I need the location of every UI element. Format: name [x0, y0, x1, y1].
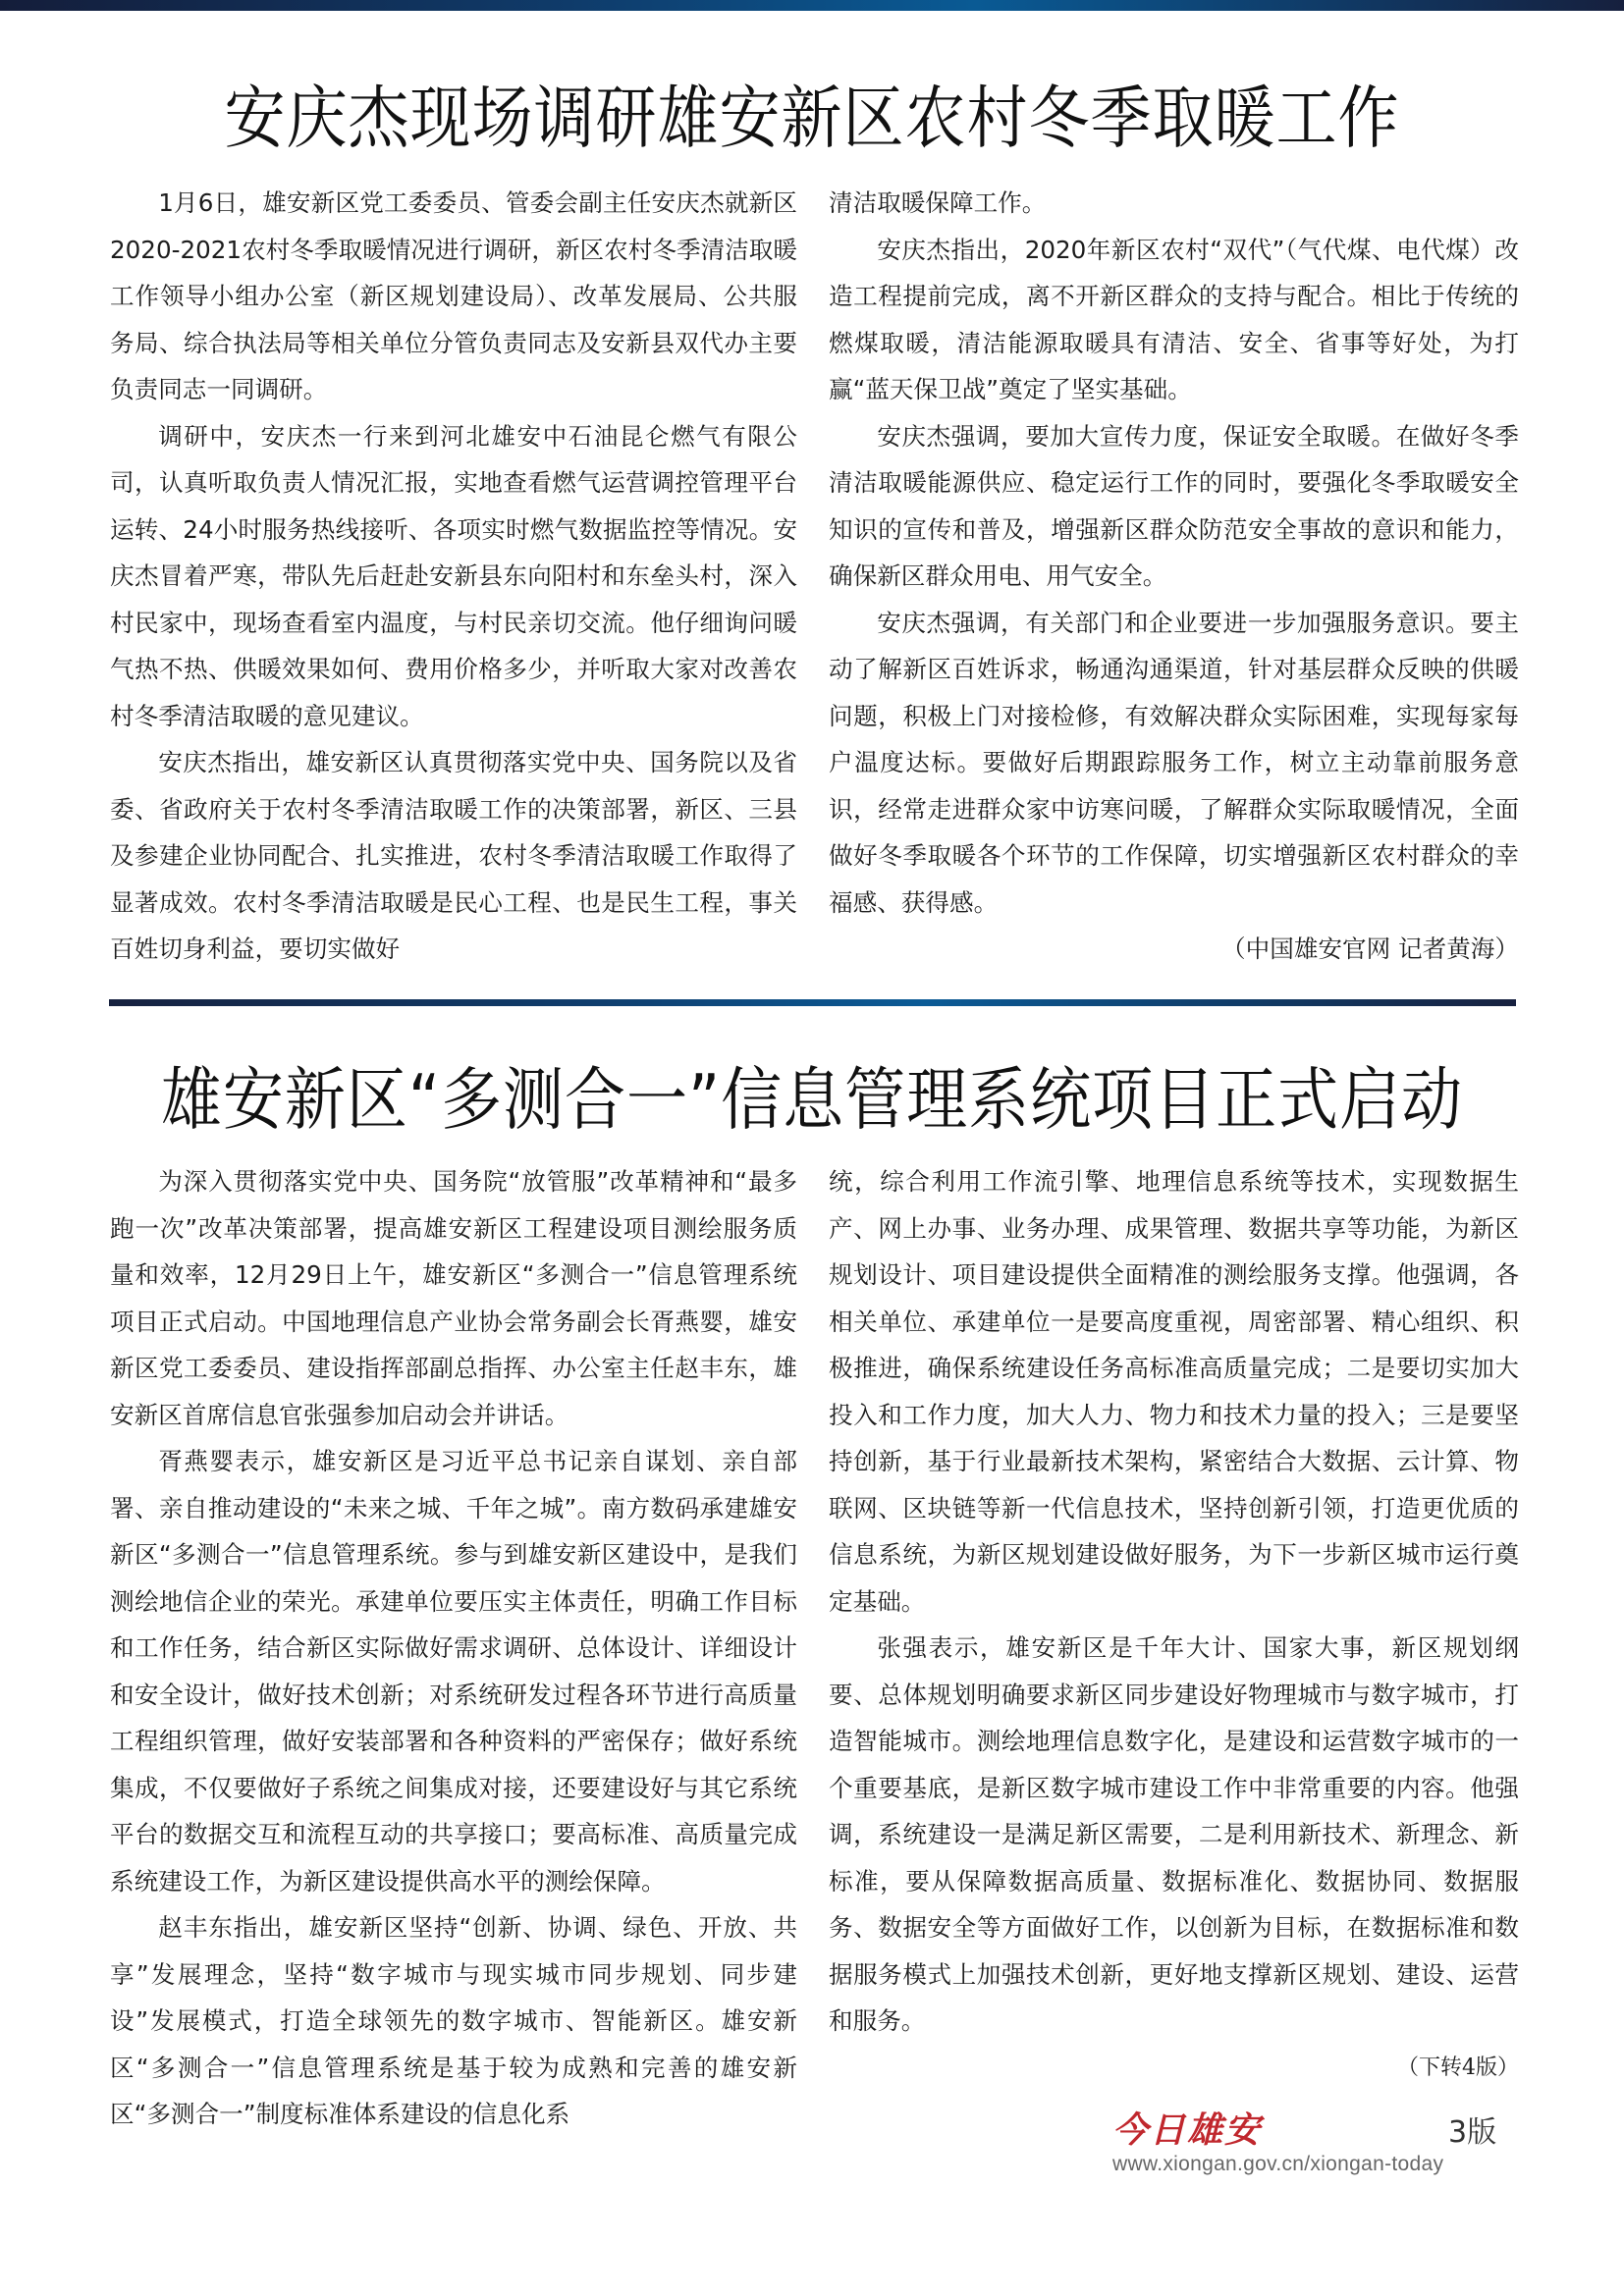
article-1-paragraph: 安庆杰强调，要加大宣传力度，保证安全取暖。在做好冬季清洁取暖能源供应、稳定运行工作的同时，要强化冬季取暖安全知识的宣传和普及，增强新区群众防范安全事故的意识和能力，确保新区群众用电、用气安全。: [829, 421, 1519, 590]
article-1-paragraph: 调研中，安庆杰一行来到河北雄安中石油昆仑燃气有限公司，认真听取负责人情况汇报，实地查看燃气运营调控管理平台运转、24小时服务热线接听、各项实时燃气数据监控等情况。安庆杰冒着严寒，带队先后赶赴安新县东向阳村和东垒头村，深入村民家中，现场查看室内温度，与村民亲切交流。他仔细询问暖气热不热、供暖效果如何、费用价格多少，并听取大家对改善农村冬季清洁取暖的意见建议。: [110, 421, 797, 730]
article-1-paragraph: 安庆杰强调，有关部门和企业要进一步加强服务意识。要主动了解新区百姓诉求，畅通沟通渠道，针对基层群众反映的供暖问题，积极上门对接检修，有效解决群众实际困难，实现每家每户温度达标。要做好后期跟踪服务工作，树立主动靠前服务意识，经常走进群众家中访寒问暖，了解群众实际取暖情况，全面做好冬季取暖各个环节的工作保障，切实增强新区农村群众的幸福感、获得感。: [829, 608, 1519, 917]
article-1-byline: （中国雄安官网 记者黄海）: [1221, 934, 1519, 963]
newspaper-logo: 今日雄安: [1112, 2109, 1263, 2151]
article-1-paragraph: 1月6日，雄安新区党工委委员、管委会副主任安庆杰就新区2020-2021农村冬季取暖情况进行调研，新区农村冬季清洁取暖工作领导小组办公室（新区规划建设局）、改革发展局、公共服务局、综合执法局等相关单位分管负责同志及安新县双代办主要负责同志一同调研。: [110, 188, 797, 403]
article-2-paragraph: 为深入贯彻落实党中央、国务院“放管服”改革精神和“最多跑一次”改革决策部署，提高雄安新区工程建设项目测绘服务质量和效率，12月29日上午，雄安新区“多测合一”信息管理系统项目正式启动。中国地理信息产业协会常务副会长胥燕婴，雄安新区党工委委员、建设指挥部副总指挥、办公室主任赵丰东，雄安新区首席信息官张强参加启动会并讲话。: [110, 1167, 797, 1429]
article-2-paragraph: 胥燕婴表示，雄安新区是习近平总书记亲自谋划、亲自部署、亲自推动建设的“未来之城、千年之城”。南方数码承建雄安新区“多测合一”信息管理系统。参与到雄安新区建设中，是我们测绘地信企业的荣光。承建单位要压实主体责任，明确工作目标和工作任务，结合新区实际做好需求调研、总体设计、详细设计和安全设计，做好技术创新；对系统研发过程各环节进行高质量工程组织管理，做好安装部署和各种资料的严密保存；做好系统集成，不仅要做好子系统之间集成对接，还要建设好与其它系统平台的数据交互和流程互动的共享接口；要高标准、高质量完成系统建设工作，为新区建设提供高水平的测绘保障。: [110, 1447, 797, 1896]
section-divider: [109, 999, 1516, 1006]
website-url[interactable]: www.xiongan.gov.cn/xiongan-today: [1112, 2153, 1444, 2175]
article-2-paragraph: 赵丰东指出，雄安新区坚持“创新、协调、绿色、开放、共享”发展理念，坚持“数字城市与现实城市同步规划、同步建设”发展模式，打造全球领先的数字城市、智能新区。雄安新区“多测合一”信息管理系统是基于较为成熟和完善的雄安新区“多测合一”制度标准体系建设的信息化系: [110, 1913, 797, 2128]
article-2-left-column: [110, 1158, 797, 2138]
article-1-paragraph-continuation: 清洁取暖保障工作。: [829, 188, 1047, 217]
article-1-paragraph: 安庆杰指出，2020年新区农村“双代”（气代煤、电代煤）改造工程提前完成，离不开新区群众的支持与配合。相比于传统的燃煤取暖，清洁能源取暖具有清洁、安全、省事等好处，为打赢“蓝天保卫战”奠定了坚实基础。: [829, 235, 1519, 403]
article-2-right-column: [829, 1158, 1519, 2091]
article-1-paragraph: 安庆杰指出，雄安新区认真贯彻落实党中央、国务院以及省委、省政府关于农村冬季清洁取暖工作的决策部署，新区、三县及参建企业协同配合、扎实推进，农村冬季清洁取暖工作取得了显著成效。农村冬季清洁取暖是民心工程、也是民生工程，事关百姓切身利益，要切实做好: [110, 748, 797, 963]
top-color-bar: [0, 0, 1624, 11]
page-number: 3版: [1448, 2115, 1497, 2150]
article-1-left-column: [110, 180, 797, 973]
article-2-paragraph: 张强表示，雄安新区是千年大计、国家大事，新区规划纲要、总体规划明确要求新区同步建设好物理城市与数字城市，打造智能城市。测绘地理信息数字化，是建设和运营数字城市的一个重要基底，是新区数字城市建设工作中非常重要的内容。他强调，系统建设一是满足新区需要，二是利用新技术、新理念、新标准，要从保障数据高质量、数据标准化、数据协同、数据服务、数据安全等方面做好工作，以创新为目标，在数据标准和数据服务模式上加强技术创新，更好地支撑新区规划、建设、运营和服务。: [829, 1633, 1519, 2035]
article-1-right-column: [829, 180, 1519, 973]
article-2-headline: 雄安新区“多测合一”信息管理系统项目正式启动: [160, 1059, 1464, 1140]
article-2-paragraph-continuation: 统，综合利用工作流引擎、地理信息系统等技术，实现数据生产、网上办事、业务办理、成果管理、数据共享等功能，为新区规划设计、项目建设提供全面精准的测绘服务支撑。他强调，各相关单位、承建单位一是要高度重视，周密部署、精心组织、积极推进，确保系统建设任务高标准高质量完成；二是要切实加大投入和工作力度，加大人力、物力和技术力量的投入；三是要坚持创新，基于行业最新技术架构，紧密结合大数据、云计算、物联网、区块链等新一代信息技术，坚持创新引领，打造更优质的信息系统，为新区规划建设做好服务，为下一步新区城市运行奠定基础。: [829, 1167, 1519, 1616]
article-1-headline: 安庆杰现场调研雄安新区农村冬季取暖工作: [224, 78, 1400, 158]
continued-on-page-note: （下转4版）: [1397, 2055, 1519, 2080]
